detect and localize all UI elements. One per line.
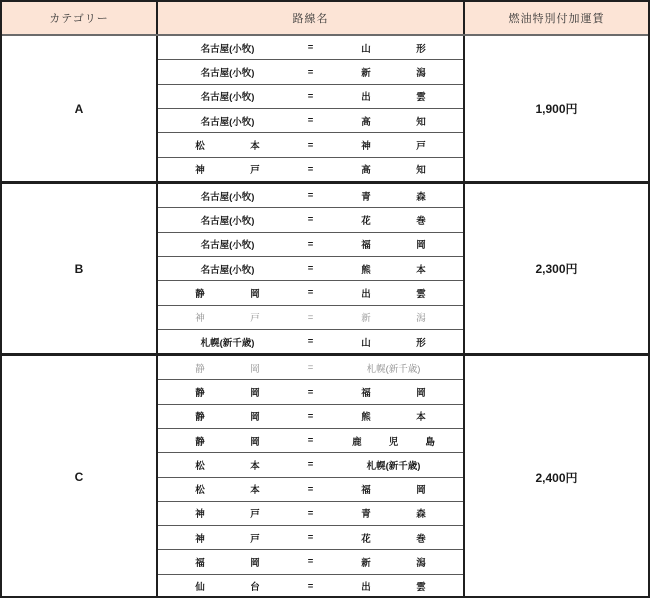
route-row (158, 281, 463, 305)
route-origin: 仙 台 (195, 582, 260, 594)
route-destination: 高 知 (361, 165, 426, 177)
route-destination: 新 潟 (361, 68, 426, 80)
route-origin: 松 本 (195, 141, 260, 153)
route-destination: 新 潟 (361, 313, 426, 325)
route-destination: 神 戸 (361, 141, 426, 153)
route-destination: 山 形 (361, 337, 426, 349)
equals-sign: = (307, 507, 314, 519)
route-row (158, 429, 463, 453)
table-body (2, 36, 648, 598)
route-row (158, 453, 463, 477)
surcharge-value: 1,900円 (535, 102, 578, 116)
route-origin: 名古屋(小牧) (200, 68, 255, 80)
equals-sign: = (307, 532, 314, 544)
route-origin: 神 戸 (195, 533, 260, 545)
route-origin: 静 岡 (195, 363, 260, 375)
route-row (158, 502, 463, 526)
route-destination: 福 岡 (361, 240, 426, 252)
route-destination: 鹿 児 島 (352, 436, 435, 448)
table-header-row (2, 2, 648, 36)
equals-sign: = (307, 311, 314, 323)
routes-column (158, 36, 465, 181)
category-label: B (2, 184, 158, 353)
category-label: A (2, 36, 158, 181)
route-row (158, 85, 463, 109)
equals-sign: = (307, 287, 314, 299)
route-origin: 名古屋(小牧) (200, 215, 255, 227)
equals-sign: = (307, 42, 314, 54)
equals-sign: = (307, 580, 314, 592)
equals-sign: = (307, 139, 314, 151)
routes-column (158, 356, 465, 598)
route-origin: 名古屋(小牧) (200, 92, 255, 104)
route-row (158, 233, 463, 257)
route-origin: 静 岡 (195, 388, 260, 400)
route-destination: 福 岡 (361, 485, 426, 497)
equals-sign: = (307, 214, 314, 226)
route-destination: 花 巻 (361, 533, 426, 545)
route-origin: 静 岡 (195, 436, 260, 448)
equals-sign: = (307, 556, 314, 568)
equals-sign: = (307, 163, 314, 175)
route-row (158, 306, 463, 330)
route-origin: 静 岡 (195, 288, 260, 300)
route-origin: 神 戸 (195, 509, 260, 521)
surcharge-value: 2,400円 (535, 470, 578, 485)
route-origin: 名古屋(小牧) (200, 43, 255, 55)
routes-column (158, 184, 465, 353)
route-row (158, 109, 463, 133)
route-origin: 松 本 (195, 460, 260, 472)
route-row (158, 208, 463, 232)
route-destination: 出 雲 (361, 288, 426, 300)
route-destination: 熊 本 (361, 412, 426, 424)
route-destination: 青 森 (361, 509, 426, 521)
equals-sign: = (307, 190, 314, 202)
route-origin: 神 戸 (195, 313, 260, 325)
route-destination: 出 雲 (361, 92, 426, 104)
route-row (158, 550, 463, 574)
surcharge-value: 2,300円 (535, 262, 578, 277)
route-row (158, 133, 463, 157)
equals-sign: = (307, 66, 314, 78)
route-row (158, 405, 463, 429)
route-destination: 高 知 (361, 116, 426, 128)
route-row (158, 575, 463, 598)
category-section (2, 36, 648, 181)
route-destination: 出 雲 (361, 582, 426, 594)
route-row (158, 36, 463, 60)
route-origin: 静 岡 (195, 412, 260, 424)
route-row (158, 60, 463, 84)
route-destination: 福 岡 (361, 388, 426, 400)
category-section (2, 353, 648, 598)
route-origin: 札幌(新千歳) (200, 337, 255, 349)
route-origin: 名古屋(小牧) (200, 264, 255, 276)
route-row (158, 158, 463, 181)
route-row (158, 526, 463, 550)
equals-sign: = (307, 238, 314, 250)
equals-sign: = (307, 90, 314, 102)
route-origin: 神 戸 (195, 165, 260, 177)
equals-sign: = (307, 115, 314, 127)
route-destination: 札幌(新千歳) (366, 363, 421, 375)
route-origin: 福 岡 (195, 557, 260, 569)
route-row (158, 184, 463, 208)
route-origin: 名古屋(小牧) (200, 240, 255, 252)
category-label: C (2, 356, 158, 598)
route-row (158, 478, 463, 502)
route-row (158, 257, 463, 281)
equals-sign: = (307, 410, 314, 422)
route-destination: 青 森 (361, 191, 426, 203)
route-destination: 熊 本 (361, 264, 426, 276)
equals-sign: = (307, 435, 314, 447)
equals-sign: = (307, 483, 314, 495)
equals-sign: = (307, 362, 314, 374)
equals-sign: = (307, 336, 314, 348)
header-fuel-surcharge: 燃油特別付加運賃 (465, 2, 648, 34)
route-row (158, 380, 463, 404)
equals-sign: = (307, 263, 314, 275)
category-section (2, 181, 648, 353)
route-destination: 新 潟 (361, 557, 426, 569)
route-origin: 名古屋(小牧) (200, 191, 255, 203)
route-row (158, 356, 463, 380)
header-route-name: 路線名 (158, 2, 465, 34)
route-destination: 札幌(新千歳) (366, 460, 421, 472)
route-destination: 花 巻 (361, 215, 426, 227)
equals-sign: = (307, 459, 314, 471)
route-origin: 名古屋(小牧) (200, 116, 255, 128)
equals-sign: = (307, 386, 314, 398)
route-row (158, 330, 463, 353)
header-category: カテゴリー (2, 2, 158, 34)
route-destination: 山 形 (361, 43, 426, 55)
route-origin: 松 本 (195, 485, 260, 497)
